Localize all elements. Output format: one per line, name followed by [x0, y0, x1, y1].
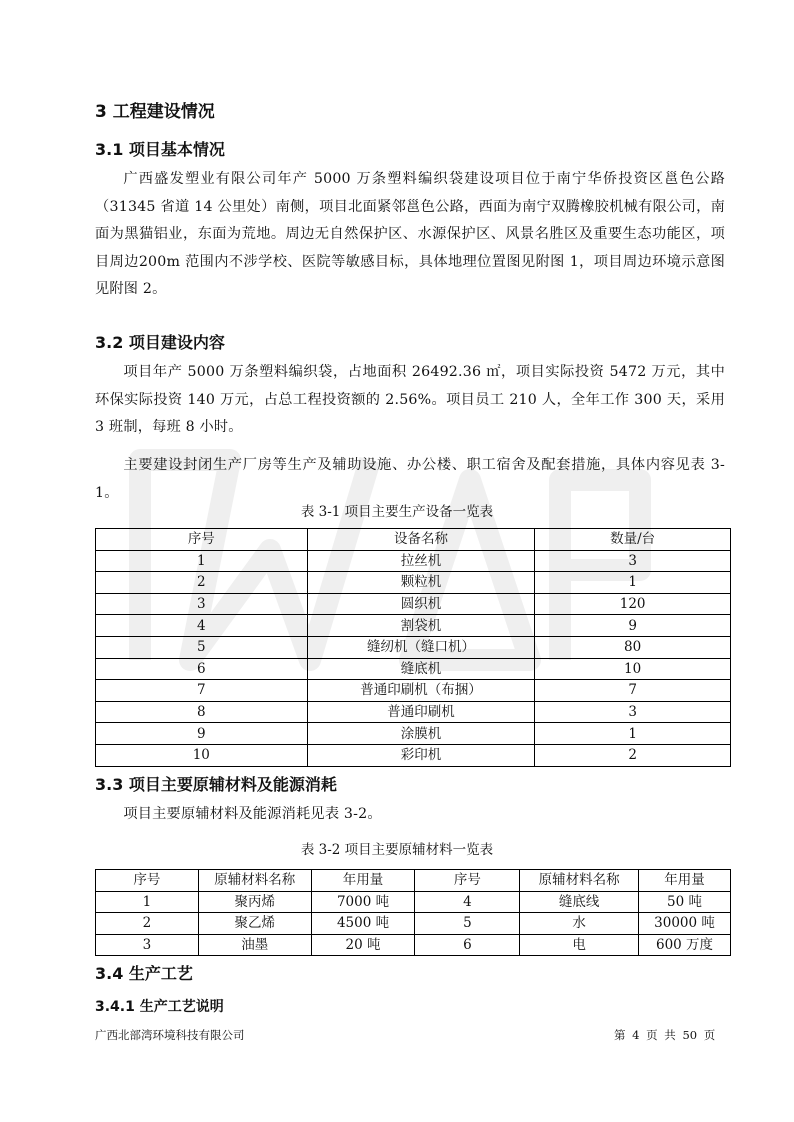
section-heading-3-4-1: 3.4.1 生产工艺说明: [95, 999, 224, 1015]
table-header-row: [96, 870, 731, 892]
table-row: [96, 680, 731, 702]
section-heading-3-3: 3.3 项目主要原辅材料及能源消耗: [95, 775, 337, 794]
table-cell: 4500 吨: [311, 913, 415, 935]
table-cell: 2: [96, 913, 199, 935]
table-cell: 6: [415, 934, 520, 956]
paragraph-3-1: 广西盛发塑业有限公司年产 5000 万条塑料编织袋建设项目位于南宁华侨投资区邕色公路（31345 省道 14 公里处）南侧，项目北面紧邻邕色公路，西面为南宁双腾橡胶机械有限公司，南面为黑猫铝业，东面为荒地。周边无自然保护区、水源保护区、风景名胜区及重要生态功能区，项目周边200m 范围内不涉学校、医院等敏感目标，具体地理位置图见附图 1，项目周边环境示意图见附图 2。: [95, 171, 725, 297]
table-cell: 10: [96, 744, 308, 766]
section-heading-3-2: 3.2 项目建设内容: [95, 333, 225, 352]
table-cell: 7000 吨: [311, 891, 415, 913]
table-cell: 3: [96, 593, 308, 615]
footer-page-number: 第 4 页 共 50 页: [614, 1028, 716, 1042]
table-cell: 聚丙烯: [198, 891, 311, 913]
footer-company: 广西北部湾环境科技有限公司: [95, 1028, 245, 1042]
paragraph-3-2a: 项目年产 5000 万条塑料编织袋，占地面积 26492.36 ㎡，项目实际投资 5472 万元，其中环保实际投资 140 万元，占总工程投资额的 2.56%。项目员工 210 人，全年工作 300 天，采用 3 班制，每班 8 小时。: [95, 364, 725, 435]
table-row: [96, 615, 731, 637]
table-cell: 1: [96, 550, 308, 572]
table-cell: 普通印刷机（布捆）: [307, 680, 535, 702]
table-header-cell: 原辅材料名称: [520, 870, 639, 892]
table-row: [96, 550, 731, 572]
table-cell: 30000 吨: [639, 913, 731, 935]
table-header-cell: 数量/台: [535, 529, 731, 551]
table-cell: 3: [535, 701, 731, 723]
table-cell: 电: [520, 934, 639, 956]
table-row: [96, 658, 731, 680]
table-cell: 20 吨: [311, 934, 415, 956]
table-cell: 缝底线: [520, 891, 639, 913]
table-cell: 5: [96, 636, 308, 658]
table-row: [96, 744, 731, 766]
table-3-2-caption: 表 3-2 项目主要原辅材料一览表: [300, 842, 494, 858]
table-row: [96, 913, 731, 935]
table-row: [96, 891, 731, 913]
table-cell: 圆织机: [307, 593, 535, 615]
table-cell: 4: [96, 615, 308, 637]
table-header-cell: 年用量: [311, 870, 415, 892]
table-cell: 缝底机: [307, 658, 535, 680]
table-cell: 5: [415, 913, 520, 935]
table-row: [96, 723, 731, 745]
table-cell: 缝纫机（缝口机）: [307, 636, 535, 658]
section-heading-3-1: 3.1 项目基本情况: [95, 140, 225, 159]
table-cell: 8: [96, 701, 308, 723]
table-cell: 7: [535, 680, 731, 702]
section-heading-3: 3 工程建设情况: [95, 102, 215, 122]
table-cell: 割袋机: [307, 615, 535, 637]
table-header-row: [96, 529, 731, 551]
table-row: [96, 701, 731, 723]
table-3-2: [95, 869, 731, 956]
table-cell: 水: [520, 913, 639, 935]
table-header-cell: 序号: [415, 870, 520, 892]
paragraph-3-3: 项目主要原辅材料及能源消耗见表 3-2。: [123, 806, 382, 822]
paragraph-3-2b: 主要建设封闭生产厂房等生产及辅助设施、办公楼、职工宿舍及配套措施，具体内容见表 3-1。: [95, 457, 725, 501]
table-cell: 彩印机: [307, 744, 535, 766]
table-cell: 9: [535, 615, 731, 637]
table-cell: 50 吨: [639, 891, 731, 913]
table-cell: 80: [535, 636, 731, 658]
table-3-1: [95, 528, 731, 767]
table-cell: 2: [535, 744, 731, 766]
table-cell: 3: [535, 550, 731, 572]
table-cell: 600 万度: [639, 934, 731, 956]
table-cell: 6: [96, 658, 308, 680]
section-heading-3-4: 3.4 生产工艺: [95, 964, 193, 983]
table-cell: 涂膜机: [307, 723, 535, 745]
table-cell: 1: [535, 723, 731, 745]
table-cell: 9: [96, 723, 308, 745]
table-cell: 7: [96, 680, 308, 702]
table-row: [96, 572, 731, 594]
table-cell: 120: [535, 593, 731, 615]
table-cell: 10: [535, 658, 731, 680]
table-row: [96, 636, 731, 658]
table-header-cell: 原辅材料名称: [198, 870, 311, 892]
table-3-1-caption: 表 3-1 项目主要生产设备一览表: [300, 504, 494, 520]
table-cell: 聚乙烯: [198, 913, 311, 935]
table-cell: 拉丝机: [307, 550, 535, 572]
table-cell: 普通印刷机: [307, 701, 535, 723]
table-header-cell: 序号: [96, 529, 308, 551]
table-header-cell: 序号: [96, 870, 199, 892]
table-cell: 油墨: [198, 934, 311, 956]
table-cell: 4: [415, 891, 520, 913]
table-header-cell: 年用量: [639, 870, 731, 892]
table-cell: 颗粒机: [307, 572, 535, 594]
table-header-cell: 设备名称: [307, 529, 535, 551]
table-cell: 1: [96, 891, 199, 913]
table-cell: 3: [96, 934, 199, 956]
table-row: [96, 934, 731, 956]
table-cell: 2: [96, 572, 308, 594]
table-cell: 1: [535, 572, 731, 594]
table-row: [96, 593, 731, 615]
